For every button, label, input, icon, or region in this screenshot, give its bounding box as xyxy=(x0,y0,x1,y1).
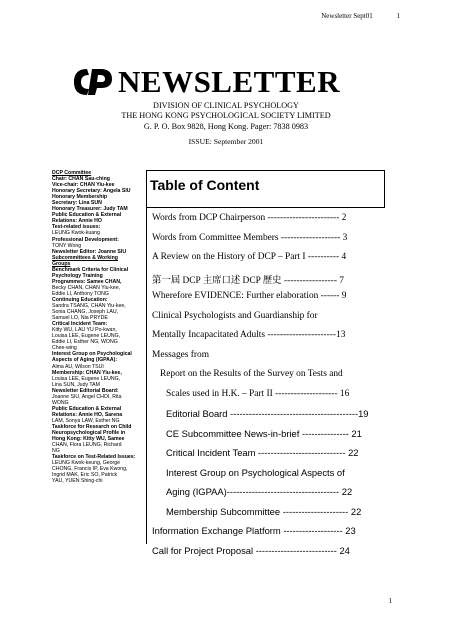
sidebar-line: Honorary Treasurer: Judy TAM xyxy=(52,206,128,213)
sidebar-line: Vice-chair: CHAN Yiu-kee xyxy=(52,182,115,189)
toc-entry[interactable]: Interest Group on Psychological Aspects of xyxy=(166,466,345,478)
society-name: THE HONG KONG PSYCHOLOGICAL SOCIETY LIMITED xyxy=(121,111,331,121)
toc-entry[interactable]: Clinical Psychologists and Guardianship for xyxy=(152,310,318,321)
toc-entry[interactable]: A Review on the History of DCP – Part I ---------- 4 xyxy=(152,252,347,262)
organization-block xyxy=(0,101,452,132)
sidebar-line: Joanne SIU, Angel CHOI, Rita xyxy=(52,393,122,400)
sidebar-line: DCP Committee xyxy=(52,170,92,176)
toc-entry[interactable]: Aging (IGPAA)------------------------------------ 22 xyxy=(166,486,353,497)
sidebar-line: Chair: CHAN Sau-ching xyxy=(52,176,110,183)
toc-entry[interactable]: Wherefore EVIDENCE: Further elaboration ------ 9 xyxy=(152,291,347,301)
sidebar-line: Chee-wing xyxy=(52,345,77,352)
toc-entry[interactable]: 第一屆 DCP 主席口述 DCP 歷史 ----------------- 7 xyxy=(152,275,344,286)
running-header xyxy=(321,12,400,20)
sidebar-line: CHONG, Francis IP, Eva Kwong, xyxy=(52,466,128,473)
sidebar-line: NG xyxy=(52,448,60,455)
sidebar-line: Alma AU, Wilson TSUI xyxy=(52,363,104,370)
sidebar-line: CHAN, Flora LEUNG, Richard xyxy=(52,442,122,449)
toc-entry[interactable]: CE Subcommittee News-in-brief --------------- 21 xyxy=(166,427,362,439)
dcp-logo-icon xyxy=(73,67,113,97)
issue-date: ISSUE: September 2001 xyxy=(188,137,264,146)
sidebar-line: Taskforce for Research on Child xyxy=(52,423,132,430)
sidebar-line: WONG xyxy=(52,399,69,406)
sidebar-line: Membership: CHAN Yiu-kee, xyxy=(52,369,122,376)
toc-entry[interactable]: Scales used in H.K. – Part II -------------------- 16 xyxy=(166,388,350,399)
toc-entry[interactable]: Editorial Board -----------------------------------------19 xyxy=(166,408,369,419)
running-header-title: Newsletter Sept01 xyxy=(321,12,373,20)
sidebar-line: LEUNG Kwok-keung, George xyxy=(52,460,121,467)
toc-title-box xyxy=(146,170,385,208)
sidebar-line: Sandra TSANG, CHAN Yiu-kee, xyxy=(52,303,126,310)
sidebar-line: Honorary Secretary: Angela SIU xyxy=(52,188,131,195)
sidebar-line: TONY Wong xyxy=(52,242,82,249)
sidebar-line: Continuing Education: xyxy=(52,296,108,303)
toc-entry[interactable]: Critical Incident Team ---------------------------- 22 xyxy=(166,447,359,458)
sidebar-line: Neuropsychological Profile in xyxy=(52,430,126,437)
newsletter-title: NEWSLETTER xyxy=(118,64,341,99)
sidebar-line: Eddie LI, Esther NG, WONG xyxy=(52,339,118,346)
sidebar-line: Groups xyxy=(52,260,71,267)
sidebar-line: Louisa LEE, Eugene LEUNG, xyxy=(52,333,121,340)
footer-page-number: 1 xyxy=(388,597,392,605)
sidebar-line: Secretary: Lina SUN xyxy=(52,200,102,207)
sidebar-line: Critical Incident Team: xyxy=(52,321,108,328)
sidebar-line: Becky CHAN, CHAN Yiu-kee, xyxy=(52,284,121,291)
toc-entry[interactable]: Words from Committee Members ------------------- 3 xyxy=(152,232,348,243)
toc-title: Table of Content xyxy=(150,177,260,193)
toc-entry[interactable]: Information Exchange Platform ------------------- 23 xyxy=(152,525,356,536)
toc-entry[interactable]: Messages from xyxy=(152,349,210,360)
sidebar-line: Honorary Membership xyxy=(52,194,108,201)
sidebar-line: Programmes: Samee CHAN, xyxy=(52,278,122,285)
sidebar-line: Ingrid MAK, Eric SO, Patrick xyxy=(52,472,118,479)
sidebar-line: LAM, Sonya LAW, Esther NG xyxy=(52,417,120,424)
sidebar-line: Newsletter Editor: Joanne SIU xyxy=(52,248,127,255)
toc-entry[interactable]: Mentally Incapacitated Adults ----------------------13 xyxy=(152,330,346,340)
sidebar-line: Lina SUN, Judy TAM xyxy=(52,381,100,388)
sidebar-line: Psychology Training xyxy=(52,272,103,279)
committee-sidebar xyxy=(52,170,142,484)
sidebar-line: Interest Group on Psychological xyxy=(52,351,132,358)
division-name: DIVISION OF CLINICAL PSYCHOLOGY xyxy=(153,101,299,110)
sidebar-line: Samuel LO, Nia PRYDE xyxy=(52,315,108,322)
sidebar-line: Eddie LI, Anthony TONG xyxy=(52,290,109,297)
postal-address: G. P. O. Box 9828, Hong Kong. Pager: 7838 0983 xyxy=(143,121,309,131)
sidebar-line: Subcommittees & Working xyxy=(52,254,118,261)
sidebar-line: Public Education & External xyxy=(52,212,122,219)
sidebar-line: Test-related issues: xyxy=(52,224,101,231)
toc-entry[interactable]: Membership Subcommittee --------------------- 22 xyxy=(166,505,362,517)
sidebar-line: Sonia CHANG, Joseph LAU, xyxy=(52,309,119,316)
sidebar-line: Professional Development: xyxy=(52,236,119,243)
sidebar-line: Aspects of Aging (IGPAA): xyxy=(52,357,118,364)
toc-divider xyxy=(146,207,147,544)
toc-entry[interactable]: Call for Project Proposal -------------------------- 24 xyxy=(152,544,350,556)
toc-entry[interactable]: Words from DCP Chairperson ----------------------- 2 xyxy=(152,213,347,223)
sidebar-line: YAU, YUEN Shing-chi xyxy=(52,478,103,485)
sidebar-line: Newsletter Editorial Board: xyxy=(52,387,119,394)
running-header-page-number: 1 xyxy=(396,12,400,20)
sidebar-line: Taskforce on Test-Related Issues: xyxy=(52,454,136,461)
sidebar-line: Relations: Annie HO xyxy=(52,218,102,225)
sidebar-line: Louisa LEE, Eugene LEUNG, xyxy=(52,375,121,382)
sidebar-line: Kitty WU, LAU YU Po-kwan, xyxy=(52,327,117,334)
sidebar-line: Hong Kong: Kitty WU, Samee xyxy=(52,436,125,443)
sidebar-line: Benchmark Criteria for Clinical xyxy=(52,266,129,273)
sidebar-line: Public Education & External xyxy=(52,405,122,412)
sidebar-line: Relations: Annie HO, Sarena xyxy=(52,411,123,418)
toc-entry[interactable]: Report on the Results of the Survey on Tests and xyxy=(160,369,343,379)
sidebar-line: LEUNG Kwok-kuang xyxy=(52,230,100,237)
